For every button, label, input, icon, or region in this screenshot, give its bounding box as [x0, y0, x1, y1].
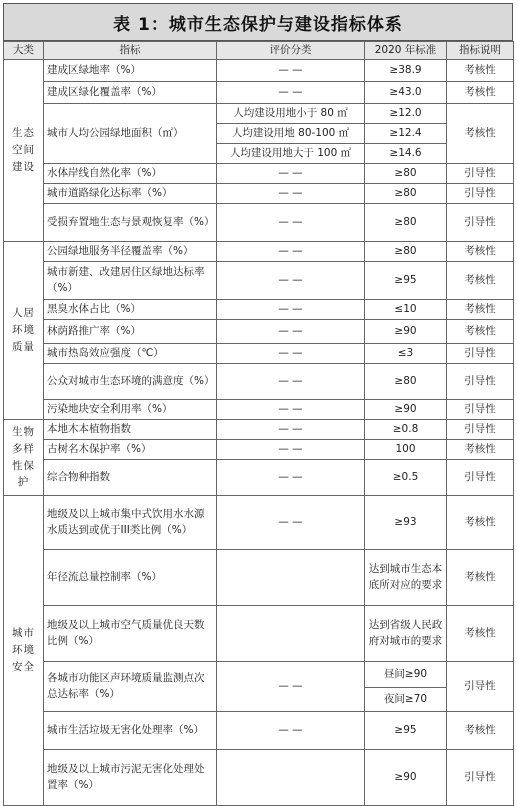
header-indicator: 指标 [44, 42, 217, 60]
indicator-table [3, 41, 514, 806]
table-row [4, 496, 514, 550]
indicator-cell: 城市热岛效应强度（℃） [44, 344, 217, 364]
note-cell: 考核性 [447, 82, 514, 104]
standard-cell: ≥80 [365, 204, 447, 242]
eval-cell: — — [217, 164, 365, 184]
table-row [4, 262, 514, 300]
eval-cell [217, 606, 365, 662]
note-cell: 考核性 [447, 300, 514, 320]
standard-cell: ≥43.0 [365, 82, 447, 104]
standard-cell: ≥90 [365, 750, 447, 806]
table-row [4, 440, 514, 460]
eval-cell: — — [217, 662, 365, 712]
table-row [4, 364, 514, 400]
standard-cell: ≥80 [365, 164, 447, 184]
eval-cell: 人均建设用地 80-100 ㎡ [217, 124, 365, 144]
standard-cell: 达到城市生态本底所对应的要求 [365, 550, 447, 606]
standard-cell: ≥38.9 [365, 60, 447, 82]
note-cell: 考核性 [447, 60, 514, 82]
eval-cell: — — [217, 460, 365, 496]
indicator-cell: 城市人均公园绿地面积（㎡） [44, 104, 217, 164]
header-eval: 评价分类 [217, 42, 365, 60]
indicator-cell: 古树名木保护率（%） [44, 440, 217, 460]
indicator-cell: 公众对城市生态环境的满意度（%） [44, 364, 217, 400]
note-cell: 引导性 [447, 750, 514, 806]
indicator-cell: 城市道路绿化达标率（%） [44, 184, 217, 204]
note-cell: 引导性 [447, 460, 514, 496]
eval-cell: 人均建设用地大于 100 ㎡ [217, 144, 365, 164]
eval-cell: — — [217, 262, 365, 300]
header-standard: 2020 年标准 [365, 42, 447, 60]
table-row [4, 344, 514, 364]
table-row [4, 400, 514, 420]
eval-cell: — — [217, 400, 365, 420]
indicator-cell: 水体岸线自然化率（%） [44, 164, 217, 184]
table-row [4, 82, 514, 104]
table-row [4, 662, 514, 688]
header-category: 大类 [4, 42, 44, 60]
indicator-cell: 地级及以上城市空气质量优良天数比例（%） [44, 606, 217, 662]
standard-cell: ≥90 [365, 320, 447, 344]
standard-cell: ≥14.6 [365, 144, 447, 164]
indicator-cell: 地级及以上城市污泥无害化处理处置率（%） [44, 750, 217, 806]
standard-cell: ≥95 [365, 262, 447, 300]
note-cell: 考核性 [447, 606, 514, 662]
standard-cell: 夜间≥70 [365, 688, 447, 712]
note-cell: 考核性 [447, 550, 514, 606]
table-row [4, 300, 514, 320]
category-eco: 生态空间建设 [4, 60, 44, 242]
standard-cell: ≥95 [365, 712, 447, 750]
standard-cell: ≤3 [365, 344, 447, 364]
standard-cell: ≥0.5 [365, 460, 447, 496]
table-row [4, 104, 514, 124]
note-cell: 引导性 [447, 662, 514, 712]
eval-cell: — — [217, 440, 365, 460]
header-note: 指标说明 [447, 42, 514, 60]
table-title: 表 1：城市生态保护与建设指标体系 [3, 3, 513, 41]
indicator-cell: 城市生活垃圾无害化处理率（%） [44, 712, 217, 750]
eval-cell [217, 550, 365, 606]
standard-cell: 达到省级人民政府对城市的要求 [365, 606, 447, 662]
eval-cell: — — [217, 242, 365, 262]
table-row [4, 242, 514, 262]
indicator-cell: 城市新建、改建居住区绿地达标率（%） [44, 262, 217, 300]
note-cell: 引导性 [447, 184, 514, 204]
eval-cell: — — [217, 204, 365, 242]
standard-cell: ≤10 [365, 300, 447, 320]
eval-cell: — — [217, 364, 365, 400]
eval-cell: — — [217, 344, 365, 364]
note-cell: 引导性 [447, 344, 514, 364]
note-cell: 考核性 [447, 242, 514, 262]
standard-cell: ≥0.8 [365, 420, 447, 440]
header-row [4, 42, 514, 60]
table-row [4, 460, 514, 496]
indicator-cell: 林荫路推广率（%） [44, 320, 217, 344]
standard-cell: ≥90 [365, 400, 447, 420]
note-cell: 考核性 [447, 496, 514, 550]
category-living: 人居环境质量 [4, 242, 44, 420]
indicator-cell: 受损弃置地生态与景观恢复率（%） [44, 204, 217, 242]
note-cell: 考核性 [447, 440, 514, 460]
table-row [4, 750, 514, 806]
indicator-cell: 地级及以上城市集中式饮用水水源水质达到或优于III类比例（%） [44, 496, 217, 550]
indicator-cell: 建成区绿地率（%） [44, 60, 217, 82]
standard-cell: 100 [365, 440, 447, 460]
note-cell: 考核性 [447, 320, 514, 344]
indicator-cell: 污染地块安全利用率（%） [44, 400, 217, 420]
table-row [4, 550, 514, 606]
indicator-cell: 各城市功能区声环境质量监测点次总达标率（%） [44, 662, 217, 712]
standard-cell: ≥80 [365, 364, 447, 400]
category-safety: 城市环境安全 [4, 496, 44, 806]
standard-cell: ≥80 [365, 242, 447, 262]
note-cell: 引导性 [447, 400, 514, 420]
eval-cell: — — [217, 184, 365, 204]
eval-cell: 人均建设用地小于 80 ㎡ [217, 104, 365, 124]
eval-cell: — — [217, 712, 365, 750]
note-cell: 考核性 [447, 712, 514, 750]
eval-cell [217, 750, 365, 806]
eval-cell: — — [217, 496, 365, 550]
table-row [4, 164, 514, 184]
indicator-cell: 公园绿地服务半径覆盖率（%） [44, 242, 217, 262]
indicator-cell: 年径流总量控制率（%） [44, 550, 217, 606]
eval-cell: — — [217, 300, 365, 320]
indicator-cell: 本地木本植物指数 [44, 420, 217, 440]
indicator-cell: 黑臭水体占比（%） [44, 300, 217, 320]
eval-cell: — — [217, 420, 365, 440]
note-cell: 考核性 [447, 262, 514, 300]
note-cell: 考核性 [447, 104, 514, 164]
note-cell: 引导性 [447, 420, 514, 440]
eval-cell: — — [217, 82, 365, 104]
note-cell: 引导性 [447, 204, 514, 242]
category-bio: 生物多样性保护 [4, 420, 44, 496]
standard-cell: 昼间≥90 [365, 662, 447, 688]
table-row [4, 606, 514, 662]
indicator-cell: 建成区绿化覆盖率（%） [44, 82, 217, 104]
standard-cell: ≥80 [365, 184, 447, 204]
note-cell: 引导性 [447, 164, 514, 184]
table-row [4, 712, 514, 750]
eval-cell: — — [217, 320, 365, 344]
table-row [4, 204, 514, 242]
standard-cell: ≥12.0 [365, 104, 447, 124]
table-row [4, 420, 514, 440]
standard-cell: ≥12.4 [365, 124, 447, 144]
indicator-cell: 综合物种指数 [44, 460, 217, 496]
table-row [4, 60, 514, 82]
eval-cell: — — [217, 60, 365, 82]
table-row [4, 320, 514, 344]
note-cell: 引导性 [447, 364, 514, 400]
table-row [4, 184, 514, 204]
standard-cell: ≥93 [365, 496, 447, 550]
